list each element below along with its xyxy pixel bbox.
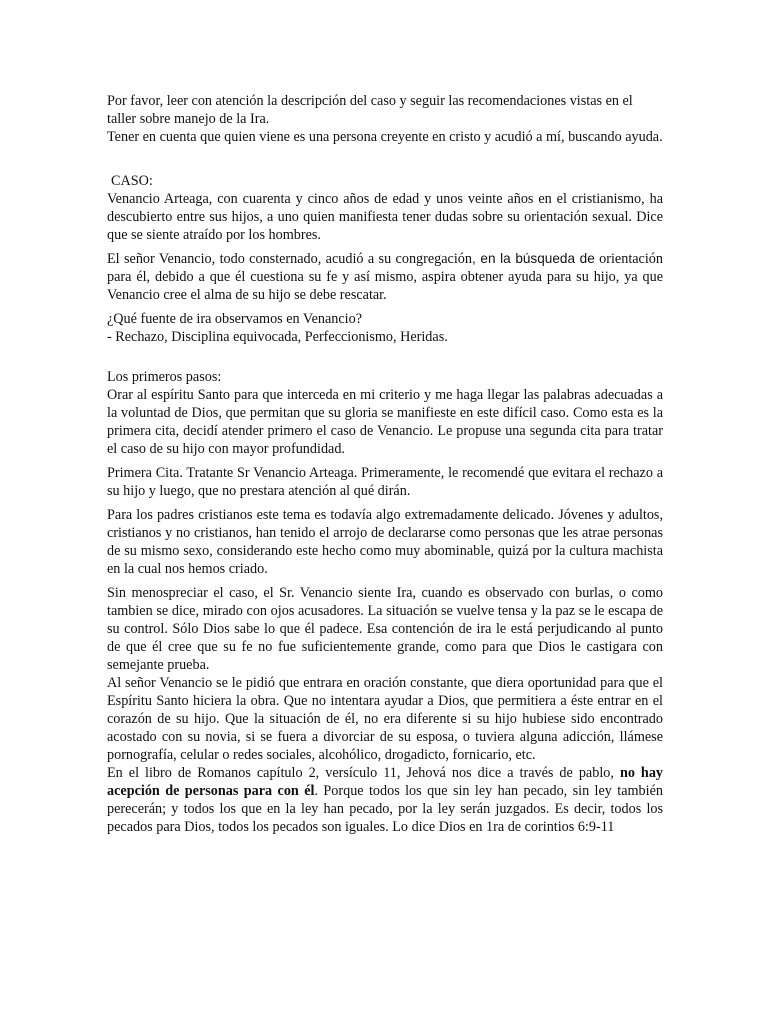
pasos-paragraph-1: Orar al espíritu Santo para que interceda en mi criterio y me haga llegar las palabras adecuadas a la voluntad de Dios, que permitan que su gloria se manifieste en este difícil caso. Como esta es la primera cita, decidí atender primero el caso de Venancio. Le propuse una segunda cita para tratar el caso de su hijo con mayor profundidad.	[107, 387, 663, 457]
caso-paragraph-1: Venancio Arteaga, con cuarenta y cinco años de edad y unos veinte años en el cristianismo, ha descubierto entre sus hijos, a uno quien manifiesta tener dudas sobre su orientación sexual. Dice que se siente atraído por los hombres.	[107, 191, 663, 243]
caso-answer: - Rechazo, Disciplina equivocada, Perfeccionismo, Heridas.	[107, 329, 448, 345]
caso-paragraph-2-part-b: , en la búsqueda de	[471, 251, 595, 266]
pasos-paragraph-6-bold: no hay acepción de personas para con él	[107, 765, 664, 799]
caso-question: ¿Qué fuente de ira observamos en Venancio?	[107, 311, 363, 327]
pasos-paragraph-5: Al señor Venancio se le pidió que entrara en oración constante, que diera oportunidad para que el Espíritu Santo hiciera la obra. Que no intentara ayudar a Dios, que permitiera a éste entrar en el corazón de su hijo. Que la situación de él, no era diferente si su hijo hubiese sido encontrado acostado con su novia, si se fuera a divorciar de su esposa, o tuviera alguna adicción, llámese pornografía, celular o redes sociales, alcohólico, drogadicto, fornicario, etc.	[107, 675, 663, 763]
pasos-paragraph-4: Sin menospreciar el caso, el Sr. Venancio siente Ira, cuando es observado con burlas, o como tambien se dice, mirado con ojos acusadores. La situación se vuelve tensa y la paz se le escapa de su control. Sólo Dios sabe lo que él padece. Esa contención de ira le está perjudicando al punto de que él cree que su fe no fue suficientemente grande, como para que Dios le castigara con semejante prueba.	[107, 585, 663, 673]
pasos-paragraph-6	[107, 764, 663, 836]
pasos-paragraph-3: Para los padres cristianos este tema es todavía algo extremadamente delicado. Jóvenes y adultos, cristianos y no cristianos, han tenido el arrojo de declararse como personas que les atrae personas de su mismo sexo, considerando este hecho como muy abominable, quizá por la cultura machista en la cual nos hemos criado.	[107, 507, 663, 577]
caso-paragraph-2-part-c: orientación para él, debido a que él cuestiona su fe y así mismo, aspira obtener ayuda para su hijo, ya que Venancio cree el alma de su hijo se debe rescatar.	[107, 251, 663, 303]
pasos-heading: Los primeros pasos:	[107, 369, 222, 385]
intro-paragraph-2: Tener en cuenta que quien viene es una persona creyente en cristo y acudió a mí, buscando ayuda.	[107, 129, 663, 145]
pasos-paragraph-6-part-b: . Porque todos los que sin ley han pecado, sin ley también perecerán; y todos los que en la ley han pecado, por la ley serán juzgados. Es decir, todos los pecados para Dios, todos los pecados son iguales. Lo dice Dios en 1ra de corintios 6:9-11	[107, 783, 663, 835]
caso-paragraph-2	[107, 250, 663, 304]
document-page	[107, 92, 663, 836]
pasos-paragraph-2: Primera Cita. Tratante Sr Venancio Arteaga. Primeramente, le recomendé que evitara el rechazo a su hijo y luego, que no prestara atención al qué dirán.	[107, 465, 663, 499]
caso-heading: CASO:	[111, 173, 153, 189]
intro-paragraph-1: Por favor, leer con atención la descripción del caso y seguir las recomendaciones vistas en el taller sobre manejo de la Ira.	[107, 93, 633, 127]
caso-paragraph-2-part-a: El señor Venancio, todo consternado, acudió a su congregación	[107, 251, 472, 267]
pasos-paragraph-6-part-a: En el libro de Romanos capítulo 2, versículo 11, Jehová nos dice a través de pablo,	[107, 765, 620, 781]
